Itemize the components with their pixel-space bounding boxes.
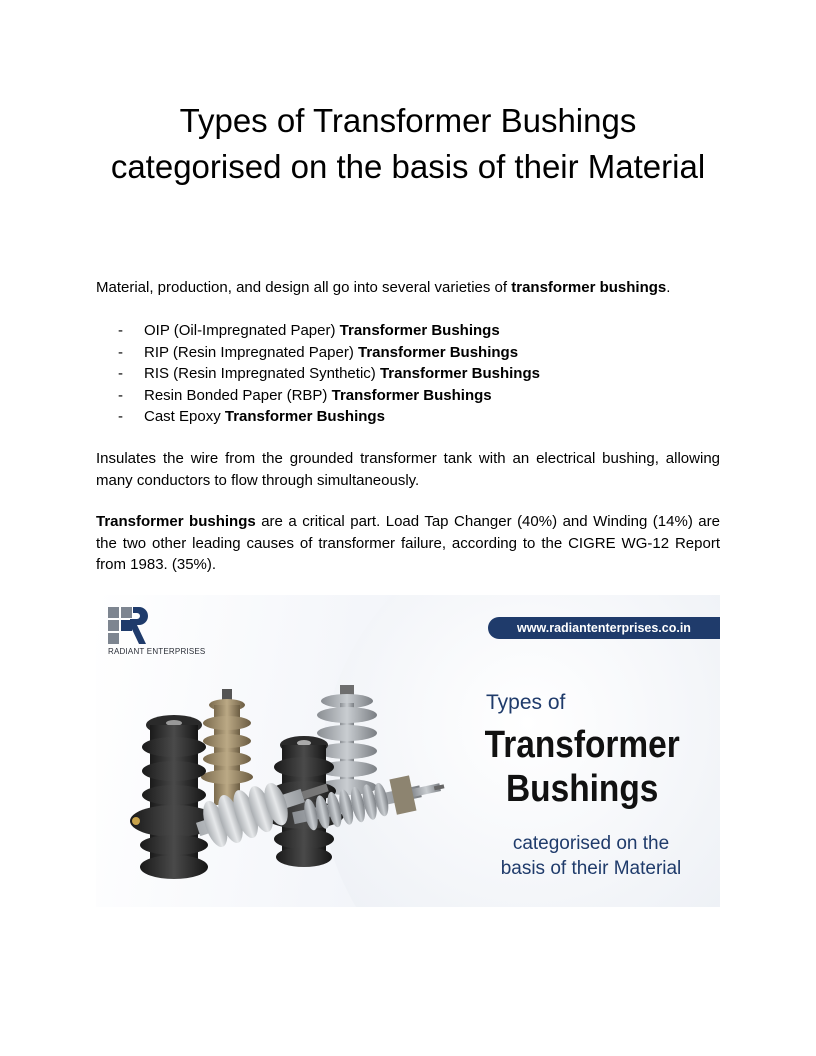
list-item: - Cast Epoxy Transformer Bushings [118,408,385,425]
banner-headline: Transformer Bushings [484,724,680,810]
bushings-illustration [96,675,446,907]
banner-types-of: Types of [486,691,566,714]
banner-subtitle: categorised on the basis of their Material [500,833,682,879]
promo-banner-image [96,595,720,907]
website-url: www.radiantenterprises.co.in [488,617,720,639]
list-item: - OIP (Oil-Impregnated Paper) Transformer Bushings [118,322,500,339]
tan-bushing [201,689,253,805]
radiant-logo-icon [108,607,148,645]
list-item: - Resin Bonded Paper (RBP) Transformer Bushings [118,386,492,404]
list-item: - RIS (Resin Impregnated Synthetic) Transformer Bushings [118,365,540,382]
intro-paragraph [96,277,720,299]
intro-end: . [666,279,671,296]
intro-bold: transformer bushings [511,279,667,296]
list-item: - RIP (Resin Impregnated Paper) Transformer Bushings [118,343,519,361]
logo-text: RADIANT ENTERPRISES [108,647,206,656]
page-title: Types of Transformer Bushings categorised on the basis of their Material [110,102,706,185]
insulation-paragraph: Insulates the wire from the grounded transformer tank with an electrical bushing, allowing many conductors to flow through simultaneously. [96,450,720,489]
failure-paragraph: Transformer bushings are a critical part. Load Tap Changer (40%) and Winding (14%) are the two other leading causes of transformer failure, according to the CIGRE WG-12 Report from 1983. (35%). [96,513,720,573]
intro-text: Material, production, and design all go into several varieties of [96,279,512,296]
bushing-type-list [96,320,720,428]
